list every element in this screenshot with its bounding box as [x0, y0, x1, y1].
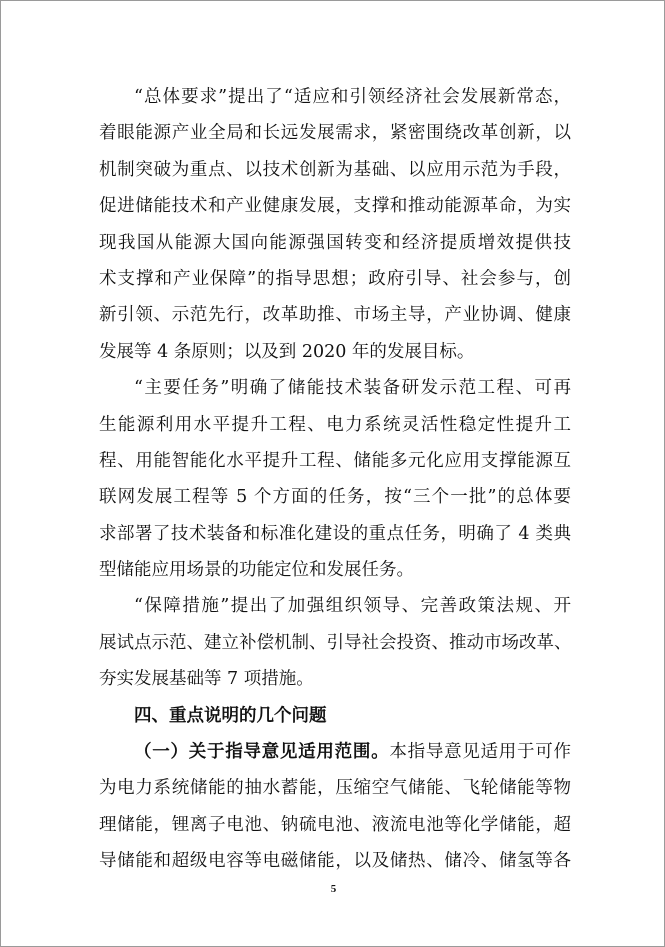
- paragraph-line: 促进储能技术和产业健康发展，支撑和推动能源革命，为实: [99, 196, 571, 217]
- paragraph-line: 理储能，锂离子电池、钠硫电池、液流电池等化学储能，超: [99, 814, 571, 835]
- paragraph-line: 夯实发展基础等 7 项措施。: [99, 669, 314, 690]
- paragraph-line: 联网发展工程等 5 个方面的任务，按“三个一批”的总体要: [99, 487, 571, 508]
- paragraph-line: 生能源利用水平提升工程、电力系统灵活性稳定性提升工: [99, 414, 571, 435]
- paragraph-line: “主要任务”明确了储能技术装备研发示范工程、可再: [134, 378, 571, 399]
- page-number: 5: [330, 883, 337, 895]
- paragraph-line: [99, 734, 571, 770]
- paragraph-line: 展试点示范、建立补偿机制、引导社会投资、推动市场改革、: [99, 632, 572, 653]
- document-body: [99, 79, 571, 880]
- paragraph-line: 导储能和超级电容等电磁储能，以及储热、储冷、储氢等各: [99, 851, 571, 872]
- paragraph-line: 术支撑和产业保障”的指导思想；政府引导、社会参与，创: [99, 268, 571, 289]
- section-heading: 四、重点说明的几个问题: [134, 705, 327, 726]
- paragraph-line: 程、用能智能化水平提升工程、储能多元化应用支撑能源互: [99, 450, 571, 471]
- paragraph-line: 为电力系统储能的抽水蓄能，压缩空气储能、飞轮储能等物: [99, 778, 571, 799]
- paragraph-line: 着眼能源产业全局和长远发展需求，紧密围绕改革创新，以: [99, 123, 571, 144]
- paragraph-line: 机制突破为重点、以技术创新为基础、以应用示范为手段，: [99, 159, 571, 180]
- paragraph-line: 发展等 4 条原则；以及到 2020 年的发展目标。: [99, 341, 475, 362]
- paragraph-line: 新引领、示范先行，改革助推、市场主导，产业协调、健康: [99, 305, 571, 326]
- paragraph-line: “总体要求”提出了“适应和引领经济社会发展新常态，: [134, 87, 571, 107]
- paragraph-line: “保障措施”提出了加强组织领导、完善政策法规、开: [134, 596, 571, 617]
- paragraph-line: 求部署了技术装备和标准化建设的重点任务，明确了 4 类典: [99, 523, 571, 544]
- paragraph-line: 现我国从能源大国向能源强国转变和经济提质增效提供技: [99, 232, 571, 253]
- paragraph-text: 本指导意见适用于可作: [389, 742, 572, 763]
- subsection-title: （一）关于指导意见适用范围。: [134, 742, 390, 763]
- paragraph-line: 型储能应用场景的功能定位和发展任务。: [99, 560, 414, 581]
